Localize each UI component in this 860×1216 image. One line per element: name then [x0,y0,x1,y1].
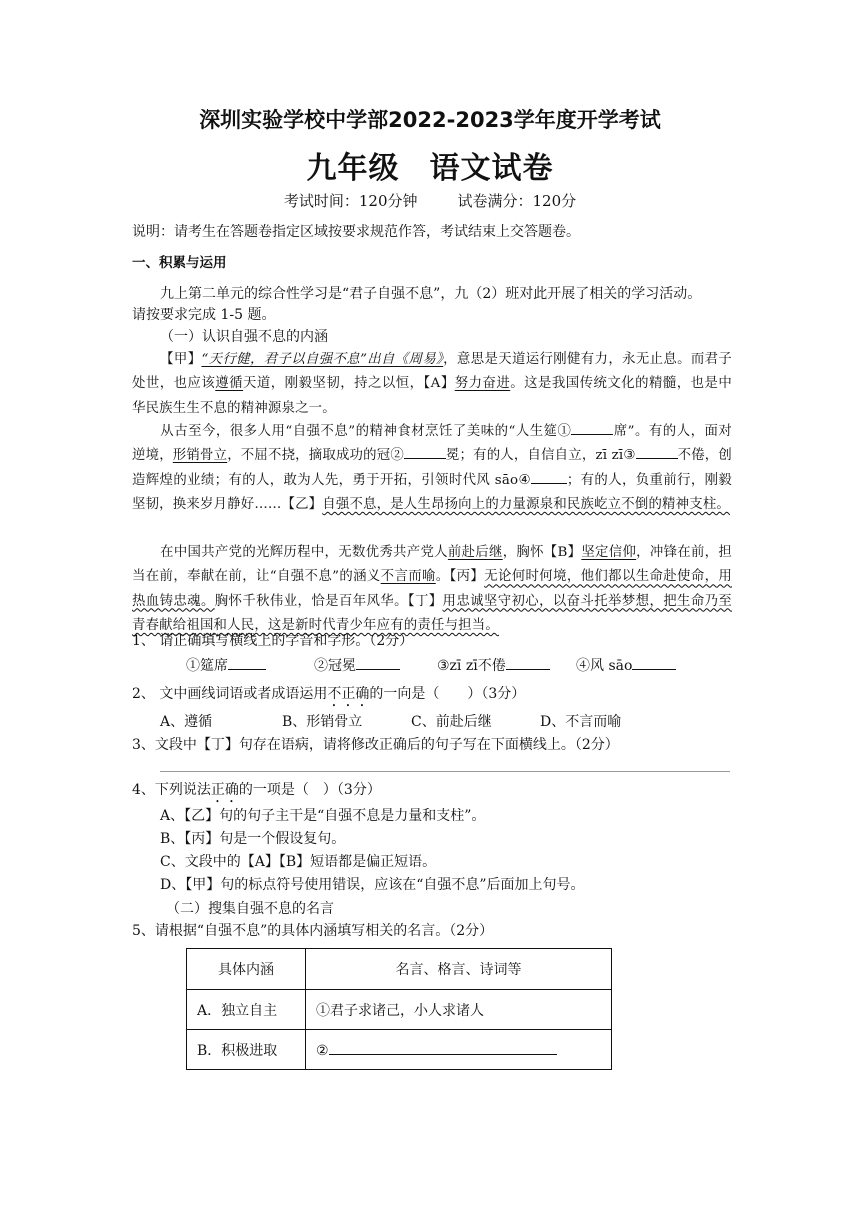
q1-blank-2[interactable] [356,655,400,670]
question-1: 1、 请正确填写横线上的字音和字形。（2分） [132,633,414,649]
time-label: 考试时间：120分钟 [283,192,418,210]
subject-label: 语文试卷 [429,151,554,186]
table-cell: A．独立自主 [187,990,306,1030]
answer-blank-2[interactable] [404,444,446,459]
q3-answer-line[interactable] [160,771,730,772]
question-3: 3、文段中【丁】句存在语病，请将修改正确后的句子写在下面横线上。（2分） [132,737,619,753]
score-label: 试卷满分：120分 [457,192,577,210]
table-row [187,990,612,1030]
q4-option-b[interactable]: B、【丙】句是一个假设复句。 [160,831,346,847]
table-header-row [187,949,612,990]
quotes-table [186,948,612,1070]
intro-line-2: 请按要求完成 1-5 题。 [132,307,276,323]
q1-item-4: ④风 sāo [576,655,676,676]
word-buyaneryu: 不言而喻 [380,569,436,585]
answer-blank-1[interactable] [571,420,613,435]
table-header-cell: 具体内涵 [187,949,306,990]
word-zunxun: 遵循 [215,376,244,392]
q1-blank-1[interactable] [228,655,266,670]
passage-paragraph-2: 从古至今，很多人用“自强不息”的精神食材烹饪了美味的“人生筵① 席”。有的人，面对逆境，形销骨立，不屈不挠，摘取成功的冠② 冕；有的人，自信自立，zī zī③ 不倦，创造辉煌的业绩；有的人，敢为人先，勇于开拓，引领时代风 sāo④ ；有的人，负重前行，刚毅坚韧，换来岁月静好……【乙】自强不息，是人生昂扬向上的力量源泉和民族屹立不倒的精神支柱。 [132,420,732,517]
passage-paragraph-3: 在中国共产党的光辉历程中，无数优秀共产党人前赴后继，胸怀【B】坚定信仰，冲锋在前，担当在前，奉献在前，让“自强不息”的涵义不言而喻。【丙】无论何时何境，他们都以生命赴使命，用热血铸忠魂。胸怀千秋伟业，恰是百年风华。【丁】用忠诚坚守初心，以奋斗托举梦想，把生命乃至青春献给祖国和人民，这是新时代青少年应有的责任与担当。 [132,545,732,633]
table-row [187,1030,612,1070]
part1-title: （一）认识自强不息的内涵 [160,329,328,345]
q1-item-1: ①筵席 [186,655,266,676]
table-header-cell: 名言、格言、诗词等 [306,949,612,990]
q4-option-c[interactable]: C、文段中的【A】【B】短语都是偏正短语。 [160,854,437,870]
q1-blank-3[interactable] [506,655,550,670]
q2-option-d[interactable]: D、不言而喻 [540,714,622,730]
table-cell: ①君子求诸己，小人求诸人 [306,990,612,1030]
q1-item-2: ②冠冕 [314,655,400,676]
section-heading: 一、积累与运用 [132,255,227,271]
sentence-ding: 用忠诚坚守初心，以奋斗托举梦想，把生命乃至青春献给祖国和人民，这是新时代青少年应有的责任与担当。 [132,593,732,633]
phrase-B: 坚定信仰 [581,545,637,560]
question-4: 4、下列说法正确的一项是（ ）（3分） [132,782,381,798]
table-cell-answer[interactable]: ② [306,1030,612,1070]
question-5: 5、请根据“自强不息”的具体内涵填写相关的名言。（2分） [132,923,494,939]
answer-blank-4[interactable] [531,469,567,484]
q5-answer-blank[interactable] [329,1040,557,1055]
table-cell: B．积极进取 [187,1030,306,1070]
passage-paragraph-1: 【甲】“天行健，君子以自强不息”出自《周易》，意思是天道运行刚健有力，永无止息。而君子处世，也应该遵循天道，刚毅坚韧，持之以恒，【A】努力奋进。这是我国传统文化的精髓，也是中华民族生生不息的精神源泉之一。 [132,352,733,416]
sentence-yi: 自强不息，是人生昂扬向上的力量源泉和民族屹立不倒的精神支柱。 [322,496,730,512]
exam-info [0,190,860,211]
q2-option-b[interactable]: B、形销骨立 [282,714,363,730]
intro-line-1: 九上第二单元的综合性学习是“君子自强不息”，九（2）班对此开展了相关的学习活动。 [160,286,702,302]
q2-option-a[interactable]: A、遵循 [160,714,213,730]
q1-blank-4[interactable] [632,655,676,670]
grade-label: 九年级 [306,151,400,186]
instructions: 说明：请考生在答题卷指定区域按要求规范作答，考试结束上交答题卷。 [132,224,580,240]
part2-title: （二）搜集自强不息的名言 [166,901,334,917]
word-qianfuhouji: 前赴后继 [447,545,503,560]
sentence-bing: 无论何时何境，他们都以生命赴使命，用热血铸忠魂。 [132,569,732,609]
quote-jia: “天行健，君子以自强不息”出自《周易》 [201,352,444,367]
question-2: 2、 文中画线词语或者成语运用不正确的一向是（ ）（3分） [132,686,526,702]
q1-item-3: ③zī zī不倦 [437,655,550,676]
q4-option-a[interactable]: A、【乙】句的句子主干是“自强不息是力量和支柱”。 [160,808,486,824]
exam-title [0,143,860,187]
school-title: 深圳实验学校中学部2022-2023学年度开学考试 [199,108,661,132]
q4-option-d[interactable]: D、【甲】句的标点符号使用错误，应该在“自强不息”后面加上句号。 [160,877,585,893]
phrase-A: 努力奋进 [454,376,511,392]
word-xingxiaoguli: 形销骨立 [172,448,228,464]
answer-blank-3[interactable] [636,444,678,459]
q2-option-c[interactable]: C、前赴后继 [411,714,492,730]
